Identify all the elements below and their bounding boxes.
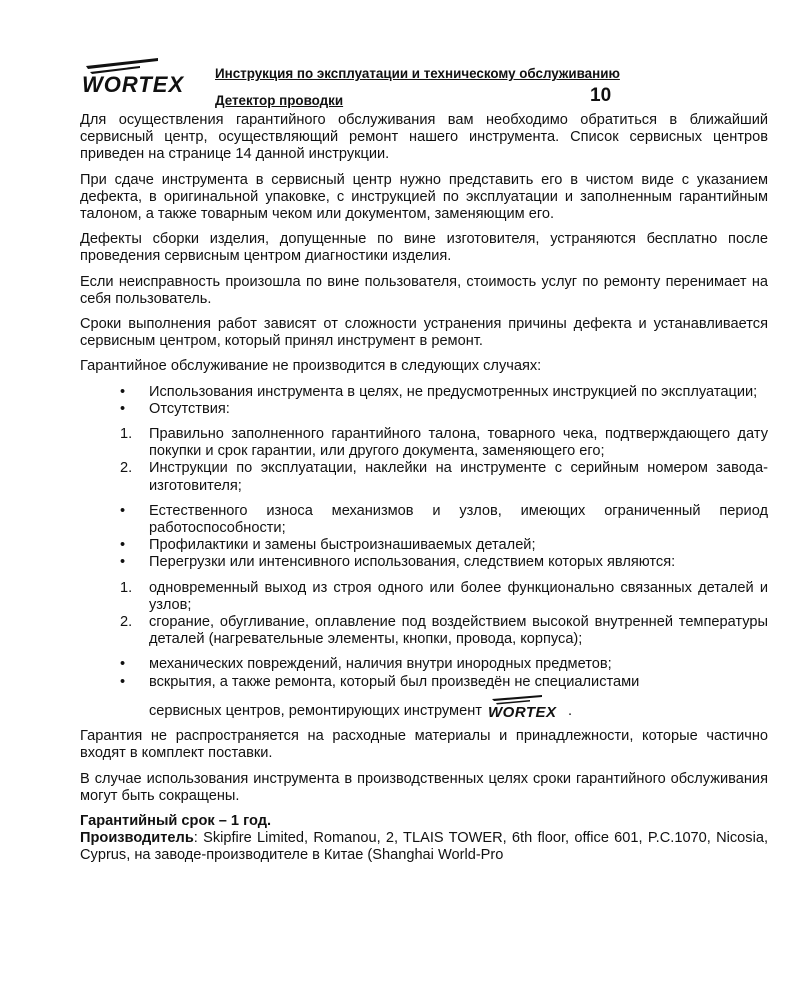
list-item: 2. Инструкции по эксплуатации, наклейки на инструменте с серийным номером завода-изготовителя; <box>120 460 768 494</box>
list-item: 2. сгорание, обугливание, оплавление под воздействием высокой внутренней температуры деталей (нагревательные элементы, кнопки, провода, корпуса); <box>120 614 768 648</box>
svg-text:WORTEX: WORTEX <box>488 703 557 719</box>
paragraph-consumables: Гарантия не распространяется на расходные материалы и принадлежности, которые частично входят в комплект поставки. <box>80 728 768 762</box>
list-item: • Использования инструмента в целях, не предусмотренных инструкцией по эксплуатации; <box>120 383 758 400</box>
paragraph-submission: При сдаче инструмента в сервисный центр нужно представить его в чистом виде с указанием дефекта, в оригинальной упаковке, с инструкцией по эксплуатации и заполненным гарантийным талоном, а также товарным чеком или документом, заменяющим его. <box>80 171 768 223</box>
exclusions-list-3 <box>80 656 768 690</box>
manufacturer-info <box>80 830 768 864</box>
list-item: • Профилактики и замены быстроизнашиваемых деталей; <box>120 537 536 554</box>
list-item: • вскрытия, а также ремонта, который был произведён не специалистами <box>120 673 640 690</box>
paragraph-service-center: Для осуществления гарантийного обслуживания вам необходимо обратиться в ближайший сервисный центр, осуществляющий ремонт нашего инструмента. Список сервисных центров приведен на странице 14 данной инструкции. <box>80 112 768 163</box>
svg-text:WORTEX: WORTEX <box>82 72 185 97</box>
wortex-logo <box>80 54 202 98</box>
document-page <box>80 50 768 865</box>
list-item: 1. Правильно заполненного гарантийного талона, товарного чека, подтверждающего дату покупки и срок гарантии, или другого документа, заменяющего его; <box>120 426 768 460</box>
paragraph-exclusions-intro: Гарантийное обслуживание не производится в следующих случаях: <box>80 358 542 375</box>
paragraph-defects: Дефекты сборки изделия, допущенные по вине изготовителя, устраняются бесплатно после проведения сервисным центром диагностики изделия. <box>80 231 768 265</box>
list-item-continuation: сервисных центров, ремонтирующих инструмент WORTEX . <box>80 695 768 720</box>
list-item: • Отсутствия: <box>120 400 230 417</box>
list-item: • Перегрузки или интенсивного использования, следствием которых являются: <box>120 554 676 571</box>
manufacturer-label: Производитель <box>80 830 194 847</box>
list-item: • Естественного износа механизмов и узлов, имеющих ограниченный период работоспособности; <box>120 502 768 537</box>
missing-documents-list <box>80 426 768 495</box>
exclusions-list-1 <box>80 384 768 418</box>
page-number: 10 <box>590 85 612 106</box>
paragraph-repair-terms: Сроки выполнения работ зависят от сложности устранения причины дефекта и устанавливается сервисным центром, который принял инструмент в ремонт. <box>80 316 768 350</box>
warranty-period: Гарантийный срок – 1 год. <box>80 812 272 829</box>
paragraph-user-fault: Если неисправность произошла по вине пользователя, стоимость услуг по ремонту перенимает на себя пользователь. <box>80 273 768 307</box>
overload-consequences-list <box>80 580 768 649</box>
paragraph-industrial-use: В случае использования инструмента в производственных целях сроки гарантийного обслуживания могут быть сокращены. <box>80 770 768 804</box>
page-header <box>80 50 768 112</box>
header-title: Инструкция по эксплуатации и техническому обслуживанию <box>215 66 620 81</box>
list-item: • механических повреждений, наличия внутри инородных предметов; <box>120 656 612 673</box>
exclusions-list-2 <box>80 503 768 572</box>
wortex-inline-logo <box>486 695 568 719</box>
list-item: 1. одновременный выход из строя одного или более функционально связанных деталей и узлов; <box>120 579 768 613</box>
manufacturer-text: : Skipfire Limited, Romanou, 2, TLAIS TOWER, 6th floor, office 601, P.C.1070, Nicosia, Cyprus, на заводе-производителе в Китае (Shanghai World-Pro <box>80 830 768 864</box>
header-subtitle: Детектор проводки <box>215 93 344 108</box>
